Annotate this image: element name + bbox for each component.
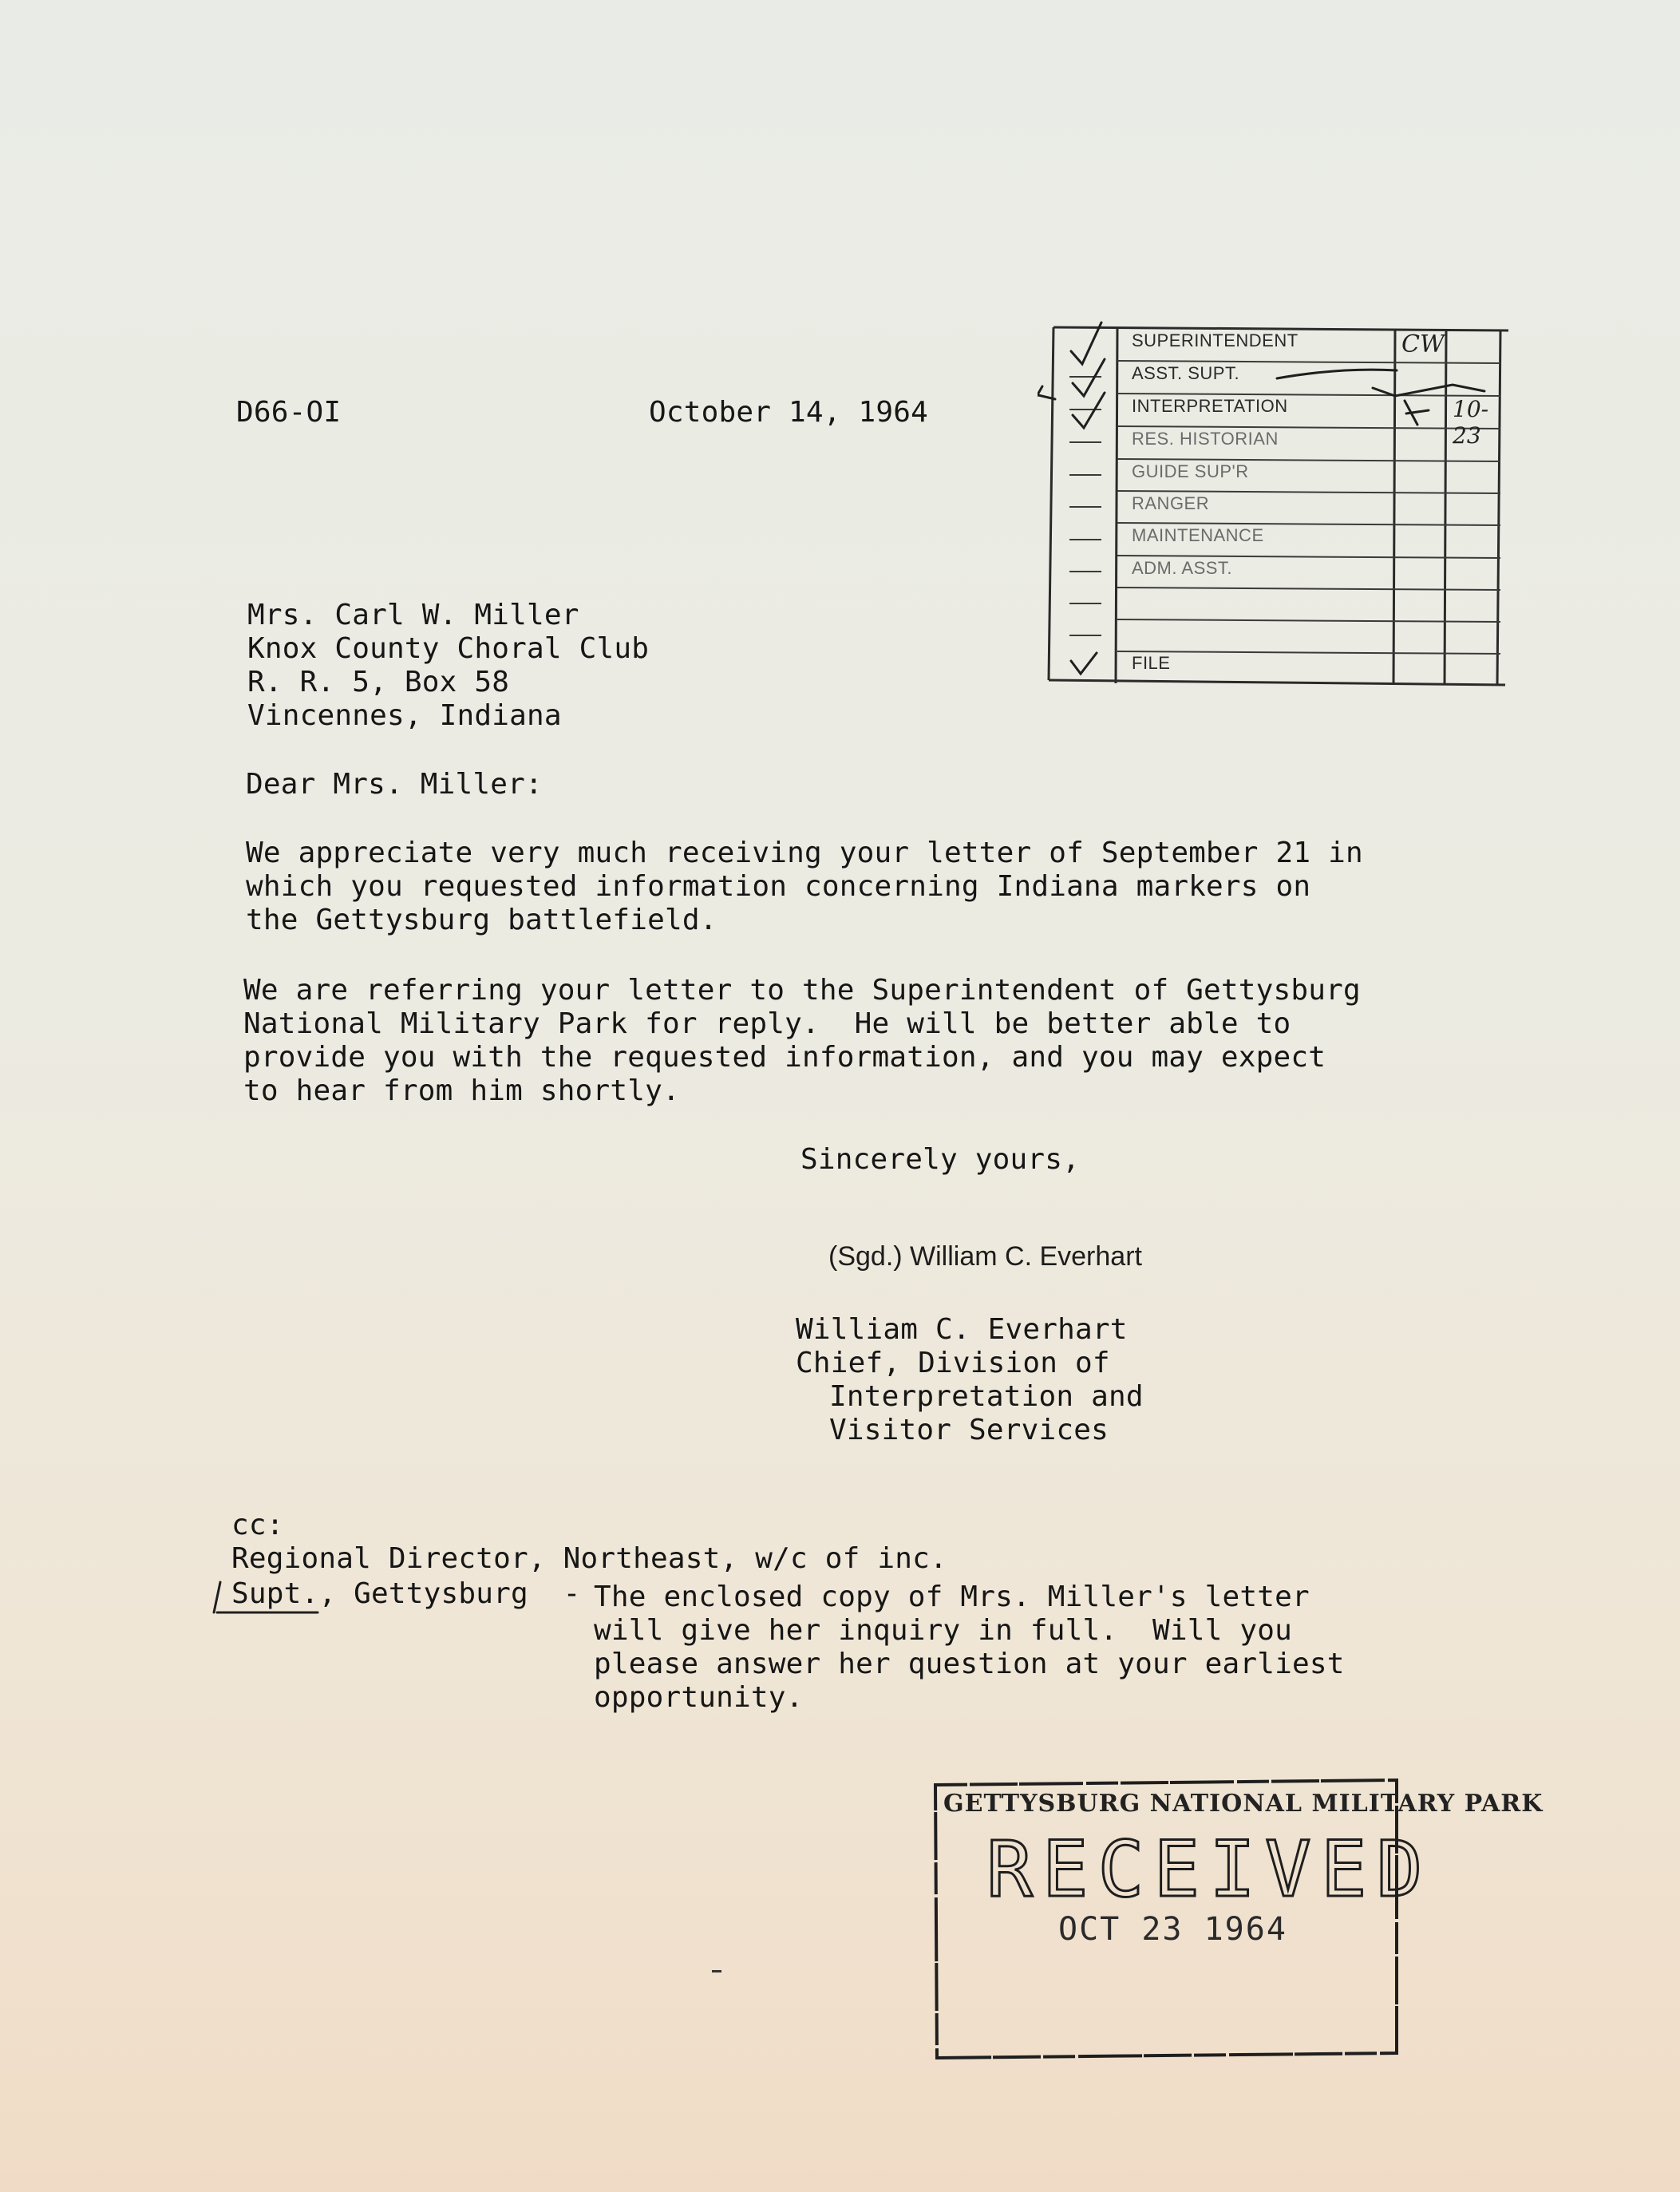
cc-supt-label: Supt., Gettysburg <box>231 1577 528 1610</box>
handwritten-date: 10-23 <box>1453 396 1489 449</box>
addressee-city: Vincennes, Indiana <box>247 699 562 732</box>
addressee-name: Mrs. Carl W. Miller <box>247 599 579 631</box>
complimentary-closing: Sincerely yours, <box>800 1143 1080 1176</box>
handwritten-check-mark <box>209 1579 321 1616</box>
body-line: We are referring your letter to the Superintendent of Gettysburg <box>243 974 1361 1007</box>
body-line: We appreciate very much receiving your letter of September 21 in <box>246 837 1363 869</box>
routing-row-label: RES. HISTORIAN <box>1132 429 1279 449</box>
signer-title: Interpretation and <box>829 1380 1144 1413</box>
file-reference: D66-OI <box>236 396 342 429</box>
letter-date: October 14, 1964 <box>649 396 928 429</box>
routing-slip-grid <box>1038 319 1516 694</box>
note-line: opportunity. <box>594 1681 804 1714</box>
body-line: which you requested information concerning Indiana markers on <box>246 870 1311 903</box>
routing-row-label: INTERPRETATION <box>1132 396 1288 416</box>
routing-row-label: RANGER <box>1132 493 1210 513</box>
signer-title: Visitor Services <box>829 1414 1109 1446</box>
routing-slip <box>1038 319 1516 694</box>
note-line: will give her inquiry in full. Will you <box>594 1614 1292 1647</box>
addressee-street: R. R. 5, Box 58 <box>247 666 510 698</box>
note-line: The enclosed copy of Mrs. Miller's letter <box>594 1581 1310 1613</box>
stray-mark <box>712 1970 721 1972</box>
cc-label: cc: <box>231 1509 284 1541</box>
salutation: Dear Mrs. Miller: <box>246 768 543 801</box>
routing-row-label: FILE <box>1132 653 1171 673</box>
body-line: the Gettysburg battlefield. <box>246 904 717 936</box>
body-line: National Military Park for reply. He will be better able to <box>243 1007 1291 1040</box>
inside-address <box>247 599 649 733</box>
cc-regional-director: Regional Director, Northeast, w/c of inc. <box>231 1542 947 1575</box>
body-paragraph-2 <box>243 974 1361 1108</box>
received-stamp <box>931 1777 1544 2061</box>
note-line: please answer her question at your earliest <box>594 1648 1345 1680</box>
signer-title: Chief, Division of <box>796 1347 1110 1379</box>
handwritten-initials: CW <box>1401 330 1445 358</box>
routing-row-label: ASST. SUPT. <box>1132 363 1240 383</box>
body-paragraph-1 <box>246 837 1363 937</box>
signature-block <box>796 1313 1144 1447</box>
routing-row-label: ADM. ASST. <box>1132 558 1233 578</box>
stamp-header: GETTYSBURG NATIONAL MILITARY PARK <box>943 1790 1544 1818</box>
body-line: provide you with the requested information, and you may expect <box>243 1041 1326 1074</box>
signature-stamp: (Sgd.) William C. Everhart <box>828 1241 1142 1272</box>
routing-row-label: GUIDE SUP'R <box>1132 461 1249 481</box>
routing-row-label: MAINTENANCE <box>1132 525 1264 545</box>
routing-row-label: SUPERINTENDENT <box>1132 330 1299 350</box>
addressee-organization: Knox County Choral Club <box>247 632 650 665</box>
cc-note <box>594 1581 1345 1715</box>
cc-dash: - <box>563 1577 581 1610</box>
signer-name: William C. Everhart <box>796 1313 1128 1346</box>
stamp-received-word: RECEIVED <box>986 1825 1433 1914</box>
stamp-date: OCT 23 1964 <box>1058 1911 1287 1948</box>
body-line: to hear from him shortly. <box>243 1074 680 1107</box>
